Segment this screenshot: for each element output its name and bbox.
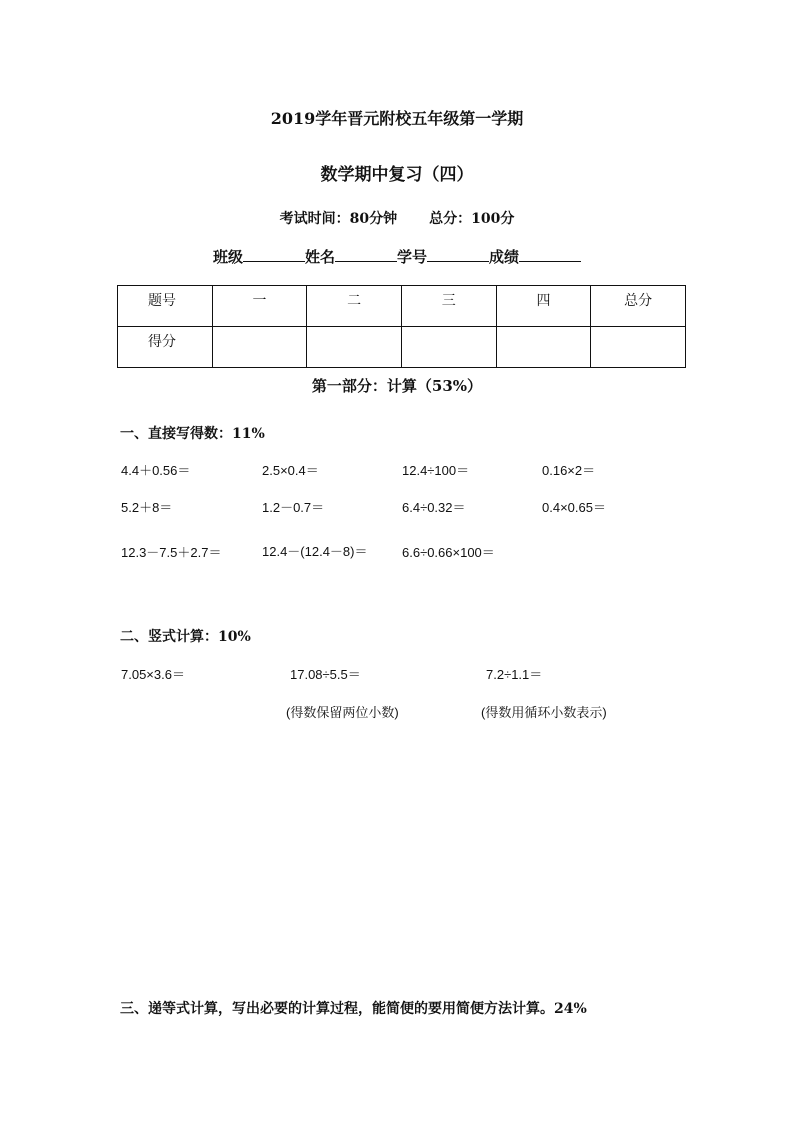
section3-title: 三、递等式计算，写出必要的计算过程，能简便的要用简便方法计算。24% bbox=[120, 1001, 587, 1017]
problem: 2.5×0.4＝ bbox=[262, 463, 319, 478]
score-table-score-row bbox=[118, 327, 686, 368]
score-table bbox=[117, 285, 686, 368]
class-blank[interactable] bbox=[243, 247, 305, 262]
problem: 6.6÷0.66×100＝ bbox=[402, 545, 495, 560]
title-line2: 数学期中复习（四） bbox=[320, 165, 474, 185]
section1-title: 一、直接写得数：11% bbox=[120, 426, 265, 442]
problem: 0.4×0.65＝ bbox=[542, 500, 606, 515]
problem: 4.4＋0.56＝ bbox=[121, 463, 191, 478]
score-table-header-row bbox=[118, 286, 686, 327]
grade-blank[interactable] bbox=[519, 247, 581, 262]
vertical-problem: 7.2÷1.1＝ bbox=[486, 667, 543, 682]
score-cell[interactable] bbox=[401, 327, 496, 368]
header-cell: 一 bbox=[212, 286, 307, 327]
problem: 1.2－0.7＝ bbox=[262, 500, 325, 515]
name-blank[interactable] bbox=[335, 247, 397, 262]
class-label: 班级 bbox=[212, 248, 243, 266]
score-cell[interactable] bbox=[212, 327, 307, 368]
exam-meta bbox=[0, 208, 794, 228]
header-cell: 二 bbox=[307, 286, 402, 327]
problem: 6.4÷0.32＝ bbox=[402, 500, 466, 515]
problem: 0.16×2＝ bbox=[542, 463, 596, 478]
problem: 12.4÷100＝ bbox=[402, 463, 470, 478]
score-row-label: 得分 bbox=[118, 327, 213, 368]
problem: 12.3－7.5＋2.7＝ bbox=[121, 545, 222, 560]
problem: 12.4－(12.4－8)＝ bbox=[262, 544, 368, 559]
part1-title: 第一部分：计算（53%） bbox=[311, 377, 483, 395]
vertical-problem: 17.08÷5.5＝ bbox=[290, 667, 361, 682]
section2-title: 二、竖式计算：10% bbox=[120, 629, 251, 645]
score-cell[interactable] bbox=[591, 327, 686, 368]
repeating-decimal-note: (得数用循环小数表示) bbox=[481, 705, 607, 720]
vertical-problem: 7.05×3.6＝ bbox=[121, 667, 185, 682]
rounding-note: (得数保留两位小数) bbox=[286, 705, 399, 720]
header-cell: 题号 bbox=[118, 286, 213, 327]
id-label: 学号 bbox=[397, 248, 428, 266]
grade-label: 成绩 bbox=[489, 248, 520, 266]
problem: 5.2＋8＝ bbox=[121, 500, 173, 515]
header-cell: 三 bbox=[401, 286, 496, 327]
header-cell: 四 bbox=[496, 286, 591, 327]
header-cell: 总分 bbox=[591, 286, 686, 327]
name-label: 姓名 bbox=[304, 248, 335, 266]
id-blank[interactable] bbox=[427, 247, 489, 262]
score-cell[interactable] bbox=[307, 327, 402, 368]
exam-time: 考试时间：80分钟 bbox=[279, 211, 398, 227]
total-score: 总分：100分 bbox=[429, 211, 515, 227]
student-info-line bbox=[0, 246, 794, 267]
title-line1: 2019学年晋元附校五年级第一学期 bbox=[270, 109, 524, 128]
score-cell[interactable] bbox=[496, 327, 591, 368]
